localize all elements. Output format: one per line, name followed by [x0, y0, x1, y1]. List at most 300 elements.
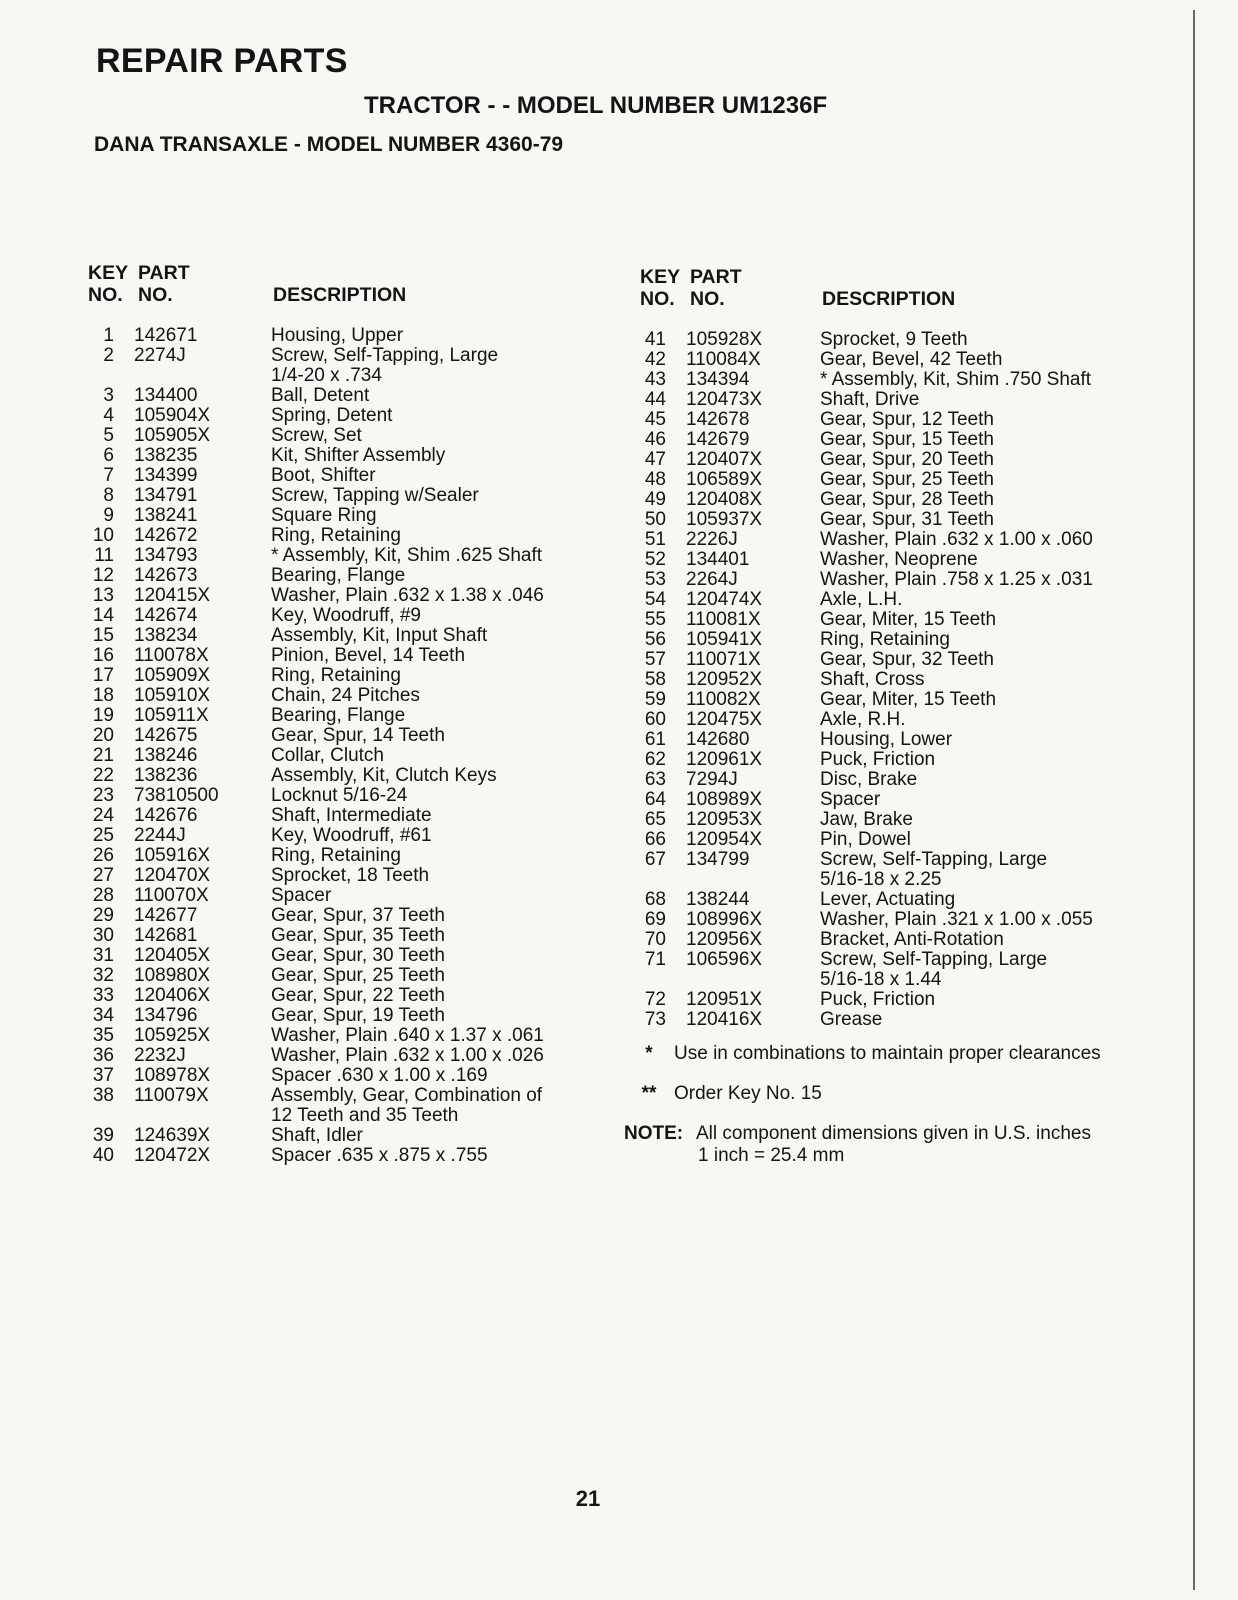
key-number: 1: [103, 325, 114, 346]
key-number: 27: [92, 865, 114, 886]
part-description: Washer, Plain .632 x 1.38 x .046: [271, 585, 544, 606]
table-header: [640, 266, 1093, 330]
table-row: [640, 510, 1093, 530]
key-number: 72: [644, 989, 666, 1010]
key-number: 54: [644, 589, 666, 610]
part-number: 142680: [686, 729, 750, 750]
key-number: 49: [644, 489, 666, 510]
key-number: 24: [92, 805, 114, 826]
key-number: 57: [644, 649, 666, 670]
table-row: [640, 910, 1093, 930]
part-number: 138244: [686, 889, 750, 910]
part-description: Jaw, Brake: [820, 809, 913, 830]
key-header: KEY: [88, 262, 129, 284]
key-number: 69: [644, 909, 666, 930]
table-row: [640, 450, 1093, 470]
key-number: 18: [92, 685, 114, 706]
part-description: Assembly, Kit, Clutch Keys: [271, 765, 497, 786]
table-row: [88, 486, 544, 506]
table-row: [88, 626, 544, 646]
table-row: [640, 950, 1093, 990]
transaxle-model-heading: DANA TRANSAXLE - MODEL NUMBER 4360-79: [94, 133, 564, 156]
part-description: Key, Woodruff, #9: [271, 605, 421, 626]
part-number: 142676: [134, 805, 198, 826]
key-number: 61: [644, 729, 666, 750]
key-number: 66: [644, 829, 666, 850]
part-description: Washer, Plain .632 x 1.00 x .026: [271, 1045, 544, 1066]
part-description: Assembly, Kit, Input Shaft: [271, 625, 488, 646]
table-row: [640, 690, 1093, 710]
part-description: Housing, Upper: [271, 325, 404, 346]
key-number: 50: [644, 509, 666, 530]
table-row: [88, 666, 544, 686]
part-description: Bearing, Flange: [271, 705, 406, 726]
key-number: 14: [92, 605, 114, 626]
table-row: [640, 410, 1093, 430]
key-number: 44: [644, 389, 666, 410]
part-number: 134793: [134, 545, 198, 566]
table-row: [88, 386, 544, 406]
table-row: [640, 550, 1093, 570]
key-number: 13: [92, 585, 114, 606]
part-description: Gear, Spur, 25 Teeth: [271, 965, 445, 986]
table-row: [640, 770, 1093, 790]
footnote-double-star-text: Order Key No. 15: [674, 1083, 822, 1104]
key-number: 26: [92, 845, 114, 866]
table-row: [88, 446, 544, 466]
part-number: 120470X: [134, 865, 211, 886]
part-number: 120473X: [686, 389, 763, 410]
part-description: Gear, Miter, 15 Teeth: [820, 609, 997, 630]
key-number: 73: [644, 1009, 666, 1030]
key-number: 39: [92, 1125, 114, 1146]
key-number: 4: [103, 405, 114, 426]
part-number: 120953X: [686, 809, 763, 830]
part-number: 105916X: [134, 845, 211, 866]
tractor-model-heading: TRACTOR - - MODEL NUMBER UM1236F: [364, 92, 828, 119]
part-number: 142679: [686, 429, 750, 450]
table-header: [88, 262, 544, 326]
units-note-label: NOTE:: [624, 1123, 684, 1144]
table-row: [640, 490, 1093, 510]
key-number: 10: [92, 525, 114, 546]
table-row: [88, 426, 544, 446]
key-number: 67: [644, 849, 666, 870]
key-number: 20: [92, 725, 114, 746]
description-header: DESCRIPTION: [273, 284, 407, 306]
part-number: 134400: [134, 385, 198, 406]
table-row: [88, 1046, 544, 1066]
part-number: 105910X: [134, 685, 211, 706]
table-row: [640, 570, 1093, 590]
table-row: [88, 606, 544, 626]
key-number: 68: [644, 889, 666, 910]
key-header: KEY: [640, 266, 681, 288]
table-row: [640, 630, 1093, 650]
table-row: [640, 830, 1093, 850]
part-description: Sprocket, 18 Teeth: [271, 865, 430, 886]
part-number: 7294J: [686, 769, 738, 790]
key-number: 36: [92, 1045, 114, 1066]
key-number: 12: [92, 565, 114, 586]
part-description: Screw, Self-Tapping, Large: [820, 849, 1048, 870]
table-row: [88, 466, 544, 486]
key-number: 59: [644, 689, 666, 710]
part-description: Puck, Friction: [820, 749, 936, 770]
part-description: Key, Woodruff, #61: [271, 825, 432, 846]
part-description: Gear, Spur, 22 Teeth: [271, 985, 445, 1006]
part-number: 120472X: [134, 1145, 211, 1166]
part-description: Spring, Detent: [271, 405, 393, 426]
part-number: 2226J: [686, 529, 738, 550]
part-number: 138246: [134, 745, 198, 766]
part-number: 2264J: [686, 569, 738, 590]
key-number: 47: [644, 449, 666, 470]
part-description: Ring, Retaining: [271, 525, 401, 546]
part-description: Axle, L.H.: [820, 589, 903, 610]
part-number: 73810500: [134, 785, 219, 806]
table-row: [88, 406, 544, 426]
part-description: * Assembly, Kit, Shim .625 Shaft: [271, 545, 543, 566]
part-number: 134796: [134, 1005, 198, 1026]
part-description: Ring, Retaining: [271, 845, 401, 866]
part-description: Spacer: [271, 885, 332, 906]
part-description: Axle, R.H.: [820, 709, 906, 730]
part-description: Square Ring: [271, 505, 377, 526]
key-number: 23: [92, 785, 114, 806]
part-description: Lever, Actuating: [820, 889, 956, 910]
part-description: Screw, Tapping w/Sealer: [271, 485, 479, 506]
table-row: [640, 390, 1093, 410]
key-number: 62: [644, 749, 666, 770]
part-no-header: NO.: [690, 288, 725, 310]
part-description: Gear, Spur, 12 Teeth: [820, 409, 994, 430]
part-number: 120956X: [686, 929, 763, 950]
part-number: 120415X: [134, 585, 211, 606]
table-row: [88, 1126, 544, 1146]
key-number: 33: [92, 985, 114, 1006]
parts-table-left: [88, 262, 544, 1166]
table-row: [88, 506, 544, 526]
part-number: 142678: [686, 409, 750, 430]
part-number: 110081X: [686, 609, 761, 630]
part-description: Locknut 5/16-24: [271, 785, 408, 806]
part-number: 2274J: [134, 345, 186, 366]
part-description: Gear, Spur, 19 Teeth: [271, 1005, 445, 1026]
description-header: DESCRIPTION: [822, 288, 956, 310]
part-number: 108989X: [686, 789, 763, 810]
part-description: Spacer .630 x 1.00 x .169: [271, 1065, 488, 1086]
units-note-line1: All component dimensions given in U.S. inches: [696, 1123, 1091, 1144]
table-row: [88, 1146, 544, 1166]
page-number: 21: [575, 1486, 601, 1511]
part-number: 110078X: [134, 645, 209, 666]
table-row: [88, 946, 544, 966]
part-description: Sprocket, 9 Teeth: [820, 329, 968, 350]
table-row: [88, 586, 544, 606]
key-number: 15: [92, 625, 114, 646]
part-description: Gear, Spur, 31 Teeth: [820, 509, 994, 530]
key-number: 17: [92, 665, 114, 686]
key-number: 55: [644, 609, 666, 630]
part-number: 120406X: [134, 985, 211, 1006]
key-number: 64: [644, 789, 666, 810]
key-number: 7: [103, 465, 114, 486]
part-number: 105904X: [134, 405, 211, 426]
table-row: [88, 346, 544, 386]
part-description: Pin, Dowel: [820, 829, 911, 850]
part-number: 134401: [686, 549, 750, 570]
key-number: 60: [644, 709, 666, 730]
part-number: 110071X: [686, 649, 761, 670]
part-description: Shaft, Idler: [271, 1125, 363, 1146]
table-row: [640, 990, 1093, 1010]
part-number: 105925X: [134, 1025, 211, 1046]
key-number: 3: [103, 385, 114, 406]
part-number: 110084X: [686, 349, 761, 370]
parts-table-right: [640, 266, 1093, 1030]
table-row: [88, 846, 544, 866]
table-row: [640, 470, 1093, 490]
footnote-star: [624, 1043, 1101, 1065]
table-row: [88, 546, 544, 566]
table-row: [640, 790, 1093, 810]
key-number: 6: [103, 445, 114, 466]
part-description: Gear, Miter, 15 Teeth: [820, 689, 997, 710]
part-number: 120954X: [686, 829, 763, 850]
part-number: 142681: [134, 925, 198, 946]
part-number: 120408X: [686, 489, 763, 510]
footnote-star-text: Use in combinations to maintain proper clearances: [674, 1043, 1101, 1064]
part-description: 1/4-20 x .734: [271, 365, 382, 386]
part-number: 105941X: [686, 629, 763, 650]
key-number: 2: [103, 345, 114, 366]
footnote-double-star-mark: **: [641, 1083, 657, 1104]
key-number: 8: [103, 485, 114, 506]
footnote-star-mark: *: [645, 1043, 653, 1064]
part-number: 138241: [134, 505, 198, 526]
part-description: Shaft, Cross: [820, 669, 925, 690]
part-number: 142677: [134, 905, 198, 926]
part-number: 105928X: [686, 329, 763, 350]
part-number: 120405X: [134, 945, 211, 966]
part-number: 138236: [134, 765, 198, 786]
table-row: [640, 750, 1093, 770]
part-number: 108996X: [686, 909, 763, 930]
table-row: [88, 686, 544, 706]
part-number: 2244J: [134, 825, 186, 846]
table-row: [88, 706, 544, 726]
part-description: 12 Teeth and 35 Teeth: [271, 1105, 459, 1126]
table-row: [640, 670, 1093, 690]
part-number: 120475X: [686, 709, 763, 730]
part-description: Screw, Set: [271, 425, 362, 446]
part-description: Screw, Self-Tapping, Large: [820, 949, 1048, 970]
table-row: [88, 826, 544, 846]
part-description: Gear, Spur, 20 Teeth: [820, 449, 994, 470]
part-number: 110070X: [134, 885, 209, 906]
table-row: [88, 526, 544, 546]
part-description: * Assembly, Kit, Shim .750 Shaft: [820, 369, 1092, 390]
key-number: 56: [644, 629, 666, 650]
table-row: [640, 530, 1093, 550]
key-number: 63: [644, 769, 666, 790]
part-number: 108978X: [134, 1065, 211, 1086]
units-note-line2: 1 inch = 25.4 mm: [698, 1145, 845, 1166]
parts-list: [88, 326, 544, 1166]
part-description: Gear, Spur, 32 Teeth: [820, 649, 994, 670]
key-number: 41: [644, 329, 666, 350]
part-number: 105937X: [686, 509, 763, 530]
part-description: 5/16-18 x 2.25: [820, 869, 942, 890]
table-row: [640, 610, 1093, 630]
table-row: [640, 890, 1093, 910]
part-number: 134799: [686, 849, 750, 870]
table-row: [88, 1066, 544, 1086]
part-header: PART: [138, 262, 190, 284]
units-note: [624, 1123, 1101, 1167]
part-description: Bracket, Anti-Rotation: [820, 929, 1004, 950]
part-description: Pinion, Bevel, 14 Teeth: [271, 645, 466, 666]
part-number: 120474X: [686, 589, 763, 610]
key-number: 19: [92, 705, 114, 726]
part-number: 120961X: [686, 749, 763, 770]
table-row: [640, 430, 1093, 450]
key-number: 31: [92, 945, 114, 966]
part-number: 105911X: [134, 705, 209, 726]
part-number: 138234: [134, 625, 198, 646]
part-description: Washer, Plain .758 x 1.25 x .031: [820, 569, 1093, 590]
key-number: 34: [92, 1005, 114, 1026]
table-row: [88, 1006, 544, 1026]
page-edge-rule: [1193, 10, 1195, 1590]
part-description: Housing, Lower: [820, 729, 953, 750]
table-row: [640, 650, 1093, 670]
parts-list: [640, 330, 1093, 1030]
part-description: Assembly, Gear, Combination of: [271, 1085, 543, 1106]
part-number: 142674: [134, 605, 198, 626]
key-number: 5: [103, 425, 114, 446]
key-no-header: NO.: [88, 284, 123, 306]
key-number: 52: [644, 549, 666, 570]
part-description: Ring, Retaining: [271, 665, 401, 686]
part-number: 120407X: [686, 449, 763, 470]
part-description: Washer, Plain .321 x 1.00 x .055: [820, 909, 1093, 930]
part-number: 120416X: [686, 1009, 763, 1030]
part-description: 5/16-18 x 1.44: [820, 969, 942, 990]
part-number: 105909X: [134, 665, 211, 686]
key-number: 30: [92, 925, 114, 946]
part-description: Collar, Clutch: [271, 745, 384, 766]
key-number: 38: [92, 1085, 114, 1106]
part-description: Washer, Neoprene: [820, 549, 978, 570]
key-number: 45: [644, 409, 666, 430]
part-number: 142673: [134, 565, 198, 586]
key-number: 43: [644, 369, 666, 390]
part-description: Disc, Brake: [820, 769, 918, 790]
table-row: [640, 330, 1093, 350]
key-number: 22: [92, 765, 114, 786]
key-number: 48: [644, 469, 666, 490]
part-number: 142671: [134, 325, 198, 346]
key-number: 71: [644, 949, 666, 970]
table-row: [640, 1010, 1093, 1030]
key-number: 65: [644, 809, 666, 830]
part-number: 120952X: [686, 669, 763, 690]
table-row: [640, 370, 1093, 390]
table-row: [640, 730, 1093, 750]
key-number: 29: [92, 905, 114, 926]
part-number: 2232J: [134, 1045, 186, 1066]
part-description: Grease: [820, 1009, 883, 1030]
part-description: Spacer: [820, 789, 881, 810]
table-row: [88, 906, 544, 926]
part-number: 138235: [134, 445, 198, 466]
key-number: 16: [92, 645, 114, 666]
part-description: Chain, 24 Pitches: [271, 685, 420, 706]
key-number: 53: [644, 569, 666, 590]
key-number: 37: [92, 1065, 114, 1086]
table-row: [88, 786, 544, 806]
part-description: Ball, Detent: [271, 385, 370, 406]
table-row: [640, 930, 1093, 950]
part-number: 110082X: [686, 689, 761, 710]
page-title: REPAIR PARTS: [96, 42, 348, 80]
table-row: [88, 1026, 544, 1046]
table-row: [88, 986, 544, 1006]
table-row: [640, 710, 1093, 730]
key-number: 46: [644, 429, 666, 450]
table-row: [640, 810, 1093, 830]
key-number: 40: [92, 1145, 114, 1166]
table-row: [88, 966, 544, 986]
part-description: Spacer .635 x .875 x .755: [271, 1145, 488, 1166]
table-row: [640, 350, 1093, 370]
part-description: Gear, Spur, 14 Teeth: [271, 725, 445, 746]
part-number: 105905X: [134, 425, 211, 446]
footnote-double-star: [624, 1083, 1101, 1105]
part-number: 106596X: [686, 949, 763, 970]
part-description: Washer, Plain .632 x 1.00 x .060: [820, 529, 1093, 550]
part-header: PART: [690, 266, 742, 288]
part-number: 134791: [134, 485, 198, 506]
key-number: 28: [92, 885, 114, 906]
key-number: 51: [644, 529, 666, 550]
table-row: [88, 766, 544, 786]
table-row: [88, 746, 544, 766]
part-description: Gear, Spur, 37 Teeth: [271, 905, 445, 926]
key-number: 32: [92, 965, 114, 986]
part-number: 124639X: [134, 1125, 211, 1146]
key-number: 70: [644, 929, 666, 950]
part-number: 134399: [134, 465, 198, 486]
table-row: [640, 590, 1093, 610]
part-no-header: NO.: [138, 284, 173, 306]
part-description: Screw, Self-Tapping, Large: [271, 345, 499, 366]
key-number: 58: [644, 669, 666, 690]
table-row: [88, 1086, 544, 1126]
part-number: 120951X: [686, 989, 763, 1010]
part-description: Gear, Spur, 35 Teeth: [271, 925, 445, 946]
table-row: [88, 326, 544, 346]
part-number: 110079X: [134, 1085, 209, 1106]
part-number: 106589X: [686, 469, 763, 490]
notes-section: [624, 1043, 1101, 1167]
part-description: Shaft, Drive: [820, 389, 920, 410]
key-number: 11: [94, 545, 114, 566]
key-number: 21: [92, 745, 114, 766]
part-description: Shaft, Intermediate: [271, 805, 432, 826]
